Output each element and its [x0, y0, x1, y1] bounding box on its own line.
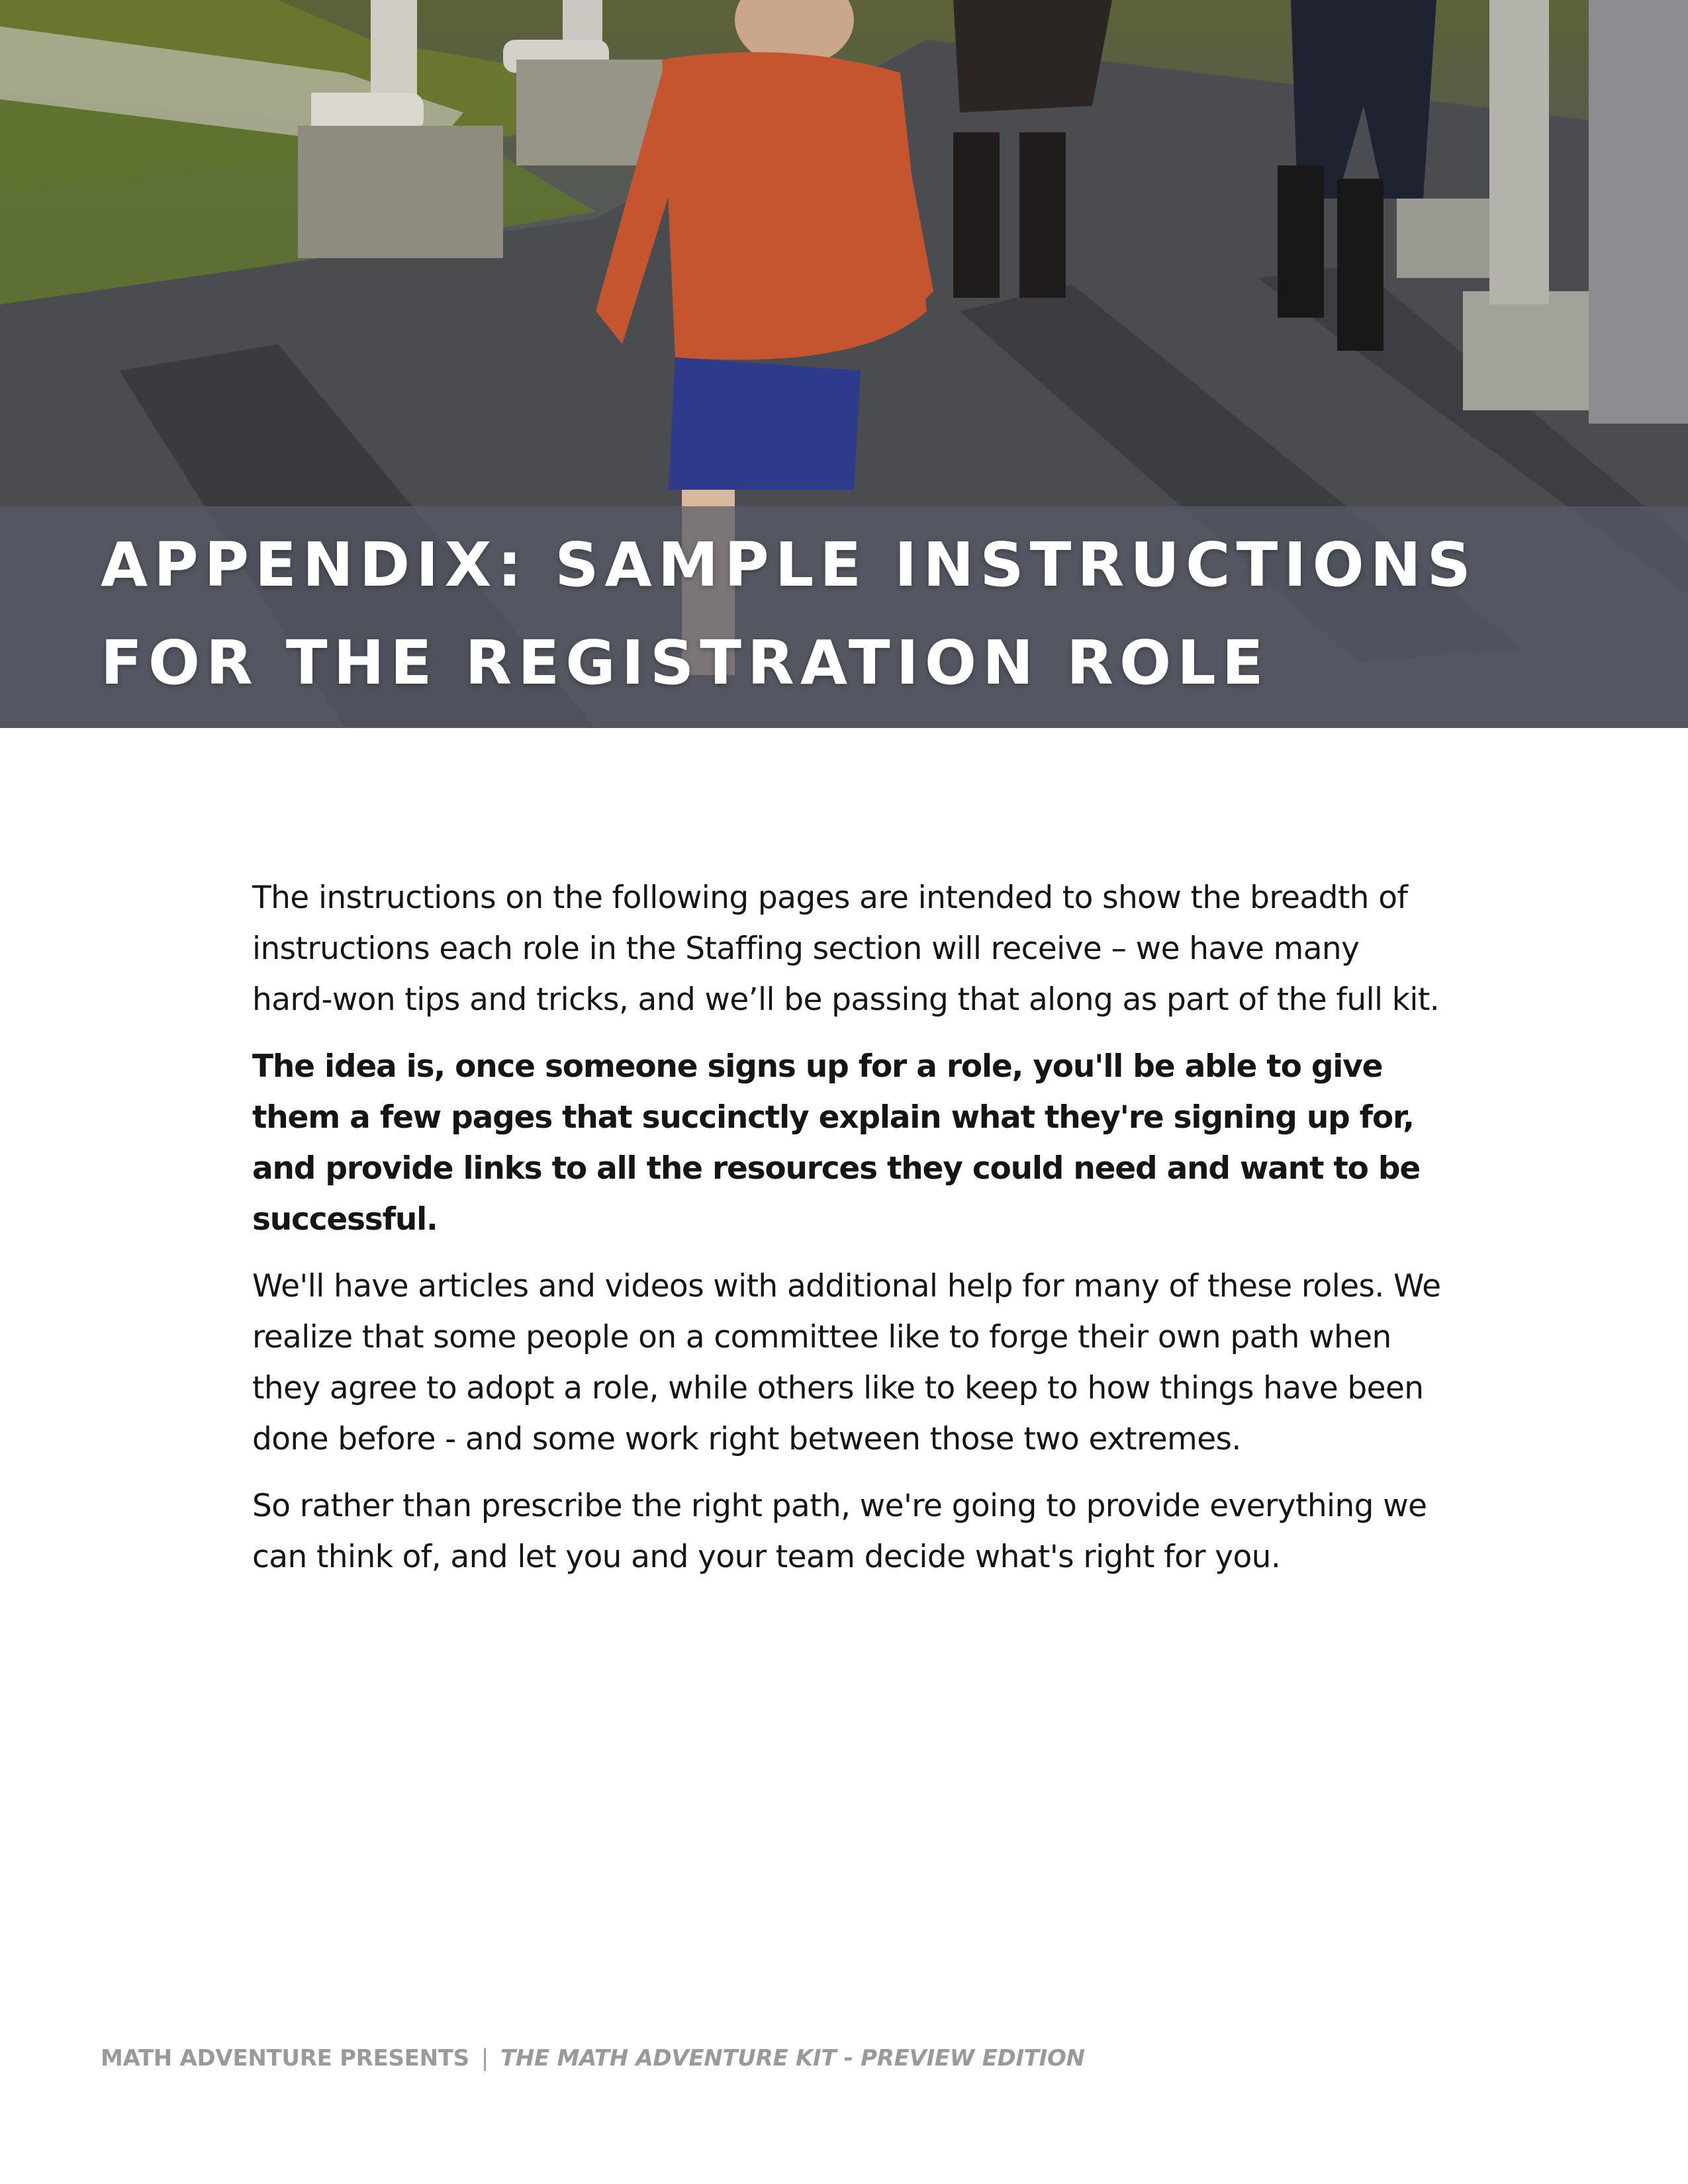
- page-title-line-1: APPENDIX: SAMPLE INSTRUCTIONS: [101, 529, 1477, 600]
- page-title: [101, 516, 1623, 712]
- page-footer: [101, 2045, 1085, 2071]
- closing-paragraph: So rather than prescribe the right path, we're going to provide everything we can think of, and let you and your team decide what's right for you.: [252, 1488, 1427, 1575]
- key-idea-paragraph: The idea is, once someone signs up for a role, you'll be able to give them a few pages that succinctly explain what they're signing up for, and provide links to all the resources they could need and want to be successful.: [252, 1048, 1421, 1238]
- intro-paragraph: The instructions on the following pages are intended to show the breadth of instructions each role in the Staffing section will receive – we have many hard-won tips and tricks, and we’ll be passing that along as part of the full kit.: [252, 880, 1440, 1018]
- footer-publisher: MATH ADVENTURE PRESENTS: [101, 2045, 469, 2071]
- page-title-line-2: FOR THE REGISTRATION ROLE: [101, 627, 1270, 698]
- body-copy: [252, 872, 1444, 1598]
- footer-separator: |: [481, 2045, 489, 2071]
- resources-paragraph: We'll have articles and videos with additional help for many of these roles. We realize that some people on a committee like to forge their own path when they agree to adopt a role, while others like to keep to how things have been done before - and some work right between those two extremes.: [252, 1268, 1441, 1457]
- footer-edition: THE MATH ADVENTURE KIT - PREVIEW EDITION: [500, 2045, 1085, 2071]
